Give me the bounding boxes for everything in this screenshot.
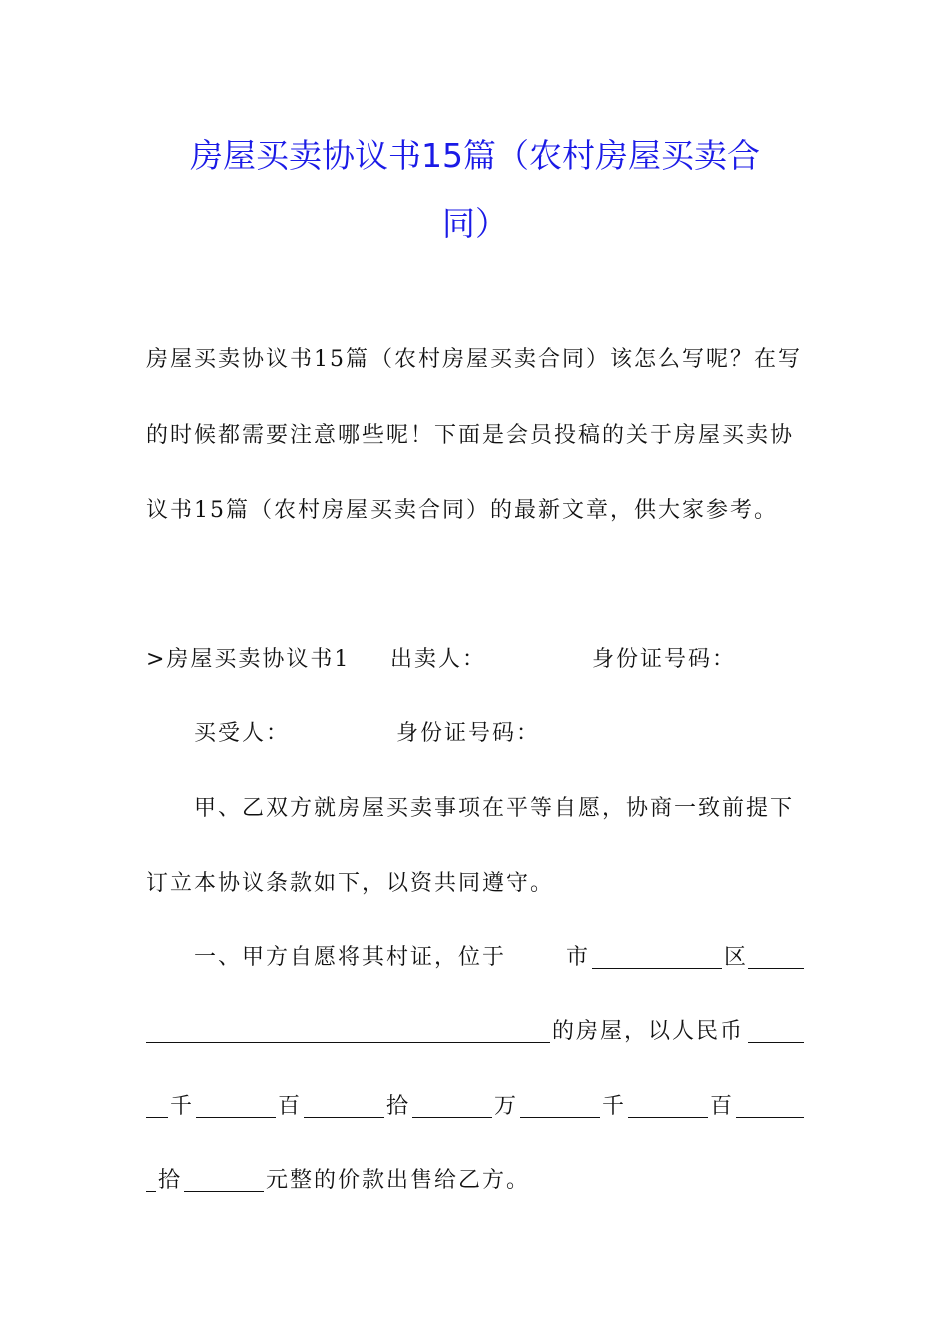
seller-label: 出卖人： <box>390 647 487 672</box>
unit-bai-1: 百 <box>278 1094 303 1119</box>
unit-qian-2: 千 <box>602 1094 627 1119</box>
intro-paragraph-line-3: 议书15篇（农村房屋买卖合同）的最新文章，供大家参考。 <box>146 498 778 523</box>
price-blank-4 <box>304 1117 384 1118</box>
clause-1-line-2 <box>146 1018 806 1046</box>
price-blank-1 <box>748 1042 804 1043</box>
unit-qian-1: 千 <box>170 1094 195 1119</box>
price-blank-3 <box>196 1117 276 1118</box>
buyer-label: 买受人： <box>194 721 291 746</box>
clause-1-line-4 <box>146 1167 806 1195</box>
price-blank-5 <box>412 1117 492 1118</box>
intro-paragraph-line-2: 的时候都需要注意哪些呢！下面是会员投稿的关于房屋买卖协 <box>146 423 795 448</box>
clause-1-line-1 <box>146 944 806 972</box>
preamble-line-1: 甲、乙双方就房屋买卖事项在平等自愿，协商一致前提下 <box>194 796 795 821</box>
price-blank-2 <box>146 1117 168 1118</box>
document-title-line-2: 同） <box>442 204 508 243</box>
clause-1-ending: 元整的价款出售给乙方。 <box>266 1168 531 1193</box>
unit-bai-2: 百 <box>710 1094 735 1119</box>
price-blank-10 <box>184 1191 264 1192</box>
intro-paragraph-line-1: 房屋买卖协议书15篇（农村房屋买卖合同）该怎么写呢？在写 <box>146 347 802 372</box>
address-blank <box>146 1042 550 1043</box>
district-label: 区 <box>724 945 749 970</box>
price-blank-7 <box>628 1117 708 1118</box>
price-blank-6 <box>520 1117 600 1118</box>
document-title-line-1: 房屋买卖协议书15篇（农村房屋买卖合 <box>190 136 760 175</box>
unit-wan: 万 <box>494 1094 519 1119</box>
price-blank-8 <box>736 1117 804 1118</box>
party-row-buyer <box>146 720 846 748</box>
party-row-seller <box>146 646 846 674</box>
city-label: 市 <box>566 945 591 970</box>
buyer-id-label: 身份证号码： <box>396 721 541 746</box>
district-blank <box>748 968 804 969</box>
clause-1-line-3 <box>146 1093 806 1121</box>
price-blank-9 <box>146 1191 156 1192</box>
clause-1-intro: 一、甲方自愿将其村证，位于 <box>194 945 507 970</box>
agreement-heading: >房屋买卖协议书1 <box>146 647 351 672</box>
unit-shi-1: 拾 <box>386 1094 411 1119</box>
preamble-line-2: 订立本协议条款如下，以资共同遵守。 <box>146 871 555 896</box>
seller-id-label: 身份证号码： <box>592 647 737 672</box>
unit-shi-2: 拾 <box>158 1168 183 1193</box>
house-price-label: 的房屋，以人民币 <box>552 1019 745 1044</box>
city-blank <box>592 968 722 969</box>
